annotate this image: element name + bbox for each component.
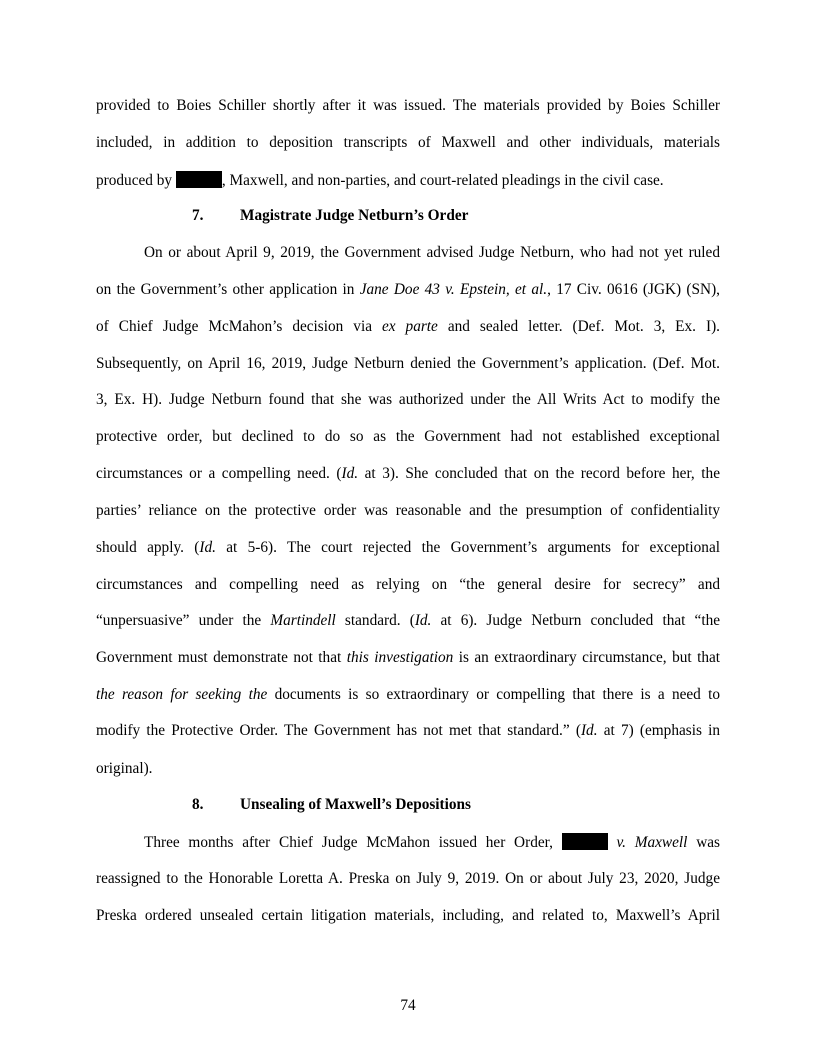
paragraph-line bbox=[144, 833, 720, 852]
section-7-number: 7. bbox=[192, 207, 204, 224]
paragraph-line bbox=[96, 686, 720, 704]
redaction-box bbox=[176, 171, 222, 188]
text: circumstances or a compelling need. ( bbox=[96, 465, 342, 482]
paragraph-line bbox=[96, 391, 720, 409]
case-citation: Jane Doe 43 v. Epstein, et al. bbox=[359, 281, 548, 298]
text: , 17 Civ. 0616 (JGK) (SN), bbox=[547, 281, 720, 298]
italic-text: Id. bbox=[580, 722, 598, 739]
text: modify the Protective Order. The Government has not met that standard.” ( bbox=[96, 722, 581, 739]
paragraph-line bbox=[96, 870, 720, 888]
section-8-heading: Unsealing of Maxwell’s Depositions bbox=[240, 796, 472, 813]
text: produced by bbox=[96, 172, 176, 189]
paragraph-line bbox=[96, 722, 720, 740]
italic-text: ex parte bbox=[381, 318, 438, 335]
text: , Maxwell, and non-parties, and court-related pleadings in the civil case. bbox=[221, 172, 664, 189]
text: protective order, but declined to do so as the Government had not established exceptional bbox=[96, 428, 720, 445]
italic-text: this investigation bbox=[346, 649, 454, 666]
text: original). bbox=[96, 760, 153, 777]
paragraph-line bbox=[96, 281, 720, 299]
page-number: 74 bbox=[400, 997, 416, 1014]
text: circumstances and compelling need as relying on “the general desire for secrecy” and bbox=[96, 576, 720, 593]
paragraph-line bbox=[96, 318, 720, 336]
text: was bbox=[687, 834, 720, 851]
text: Preska ordered unsealed certain litigation materials, including, and related to, Maxwell’s April bbox=[96, 907, 720, 924]
paragraph-line bbox=[96, 907, 720, 925]
paragraph-line bbox=[96, 539, 720, 557]
text: at 5-6). The court rejected the Government’s arguments for exceptional bbox=[215, 539, 720, 556]
paragraph-line bbox=[96, 134, 720, 152]
text: “unpersuasive” under the bbox=[96, 612, 271, 629]
text: at 3). She concluded that on the record before her, the bbox=[358, 465, 720, 482]
text: standard. ( bbox=[335, 612, 415, 629]
text: 3, Ex. H). Judge Netburn found that she was authorized under the All Writs Act to modify the bbox=[96, 391, 720, 408]
text: should apply. ( bbox=[96, 539, 200, 556]
paragraph-line bbox=[96, 465, 720, 483]
text: Government must demonstrate not that bbox=[96, 649, 347, 666]
text: and sealed letter. (Def. Mot. 3, Ex. I). bbox=[437, 318, 720, 335]
paragraph-line bbox=[96, 97, 720, 115]
italic-text: Id. bbox=[199, 539, 216, 556]
italic-text: the reason for seeking the bbox=[96, 686, 268, 703]
paragraph-line bbox=[96, 612, 720, 630]
italic-text: Id. bbox=[341, 465, 359, 482]
paragraph-line bbox=[96, 760, 720, 778]
text: of Chief Judge McMahon’s decision via bbox=[96, 318, 382, 335]
text: is an extraordinary circumstance, but that bbox=[453, 649, 721, 666]
paragraph-line bbox=[96, 171, 720, 190]
section-7-heading: Magistrate Judge Netburn’s Order bbox=[240, 207, 469, 224]
text: Three months after Chief Judge McMahon issued her Order, bbox=[144, 834, 562, 851]
text: at 6). Judge Netburn concluded that “the bbox=[431, 612, 721, 629]
case-citation: v. Maxwell bbox=[607, 834, 688, 851]
paragraph-line bbox=[96, 576, 720, 594]
italic-text: Martindell bbox=[270, 612, 336, 629]
redaction-box bbox=[562, 833, 608, 850]
text: on the Government’s other application in bbox=[96, 281, 360, 298]
italic-text: Id. bbox=[414, 612, 432, 629]
text: included, in addition to deposition transcripts of Maxwell and other individuals, materials bbox=[96, 134, 720, 151]
section-8-number: 8. bbox=[192, 796, 204, 813]
text: parties’ reliance on the protective order was reasonable and the presumption of confidentiality bbox=[96, 502, 720, 519]
paragraph-line bbox=[144, 244, 720, 262]
paragraph-line bbox=[96, 502, 720, 520]
paragraph-line bbox=[96, 649, 720, 667]
text: reassigned to the Honorable Loretta A. Preska on July 9, 2019. On or about July 23, 2020, Judge bbox=[96, 870, 720, 887]
paragraph-line bbox=[96, 355, 720, 373]
text: documents is so extraordinary or compelling that there is a need to bbox=[267, 686, 721, 703]
text: Subsequently, on April 16, 2019, Judge Netburn denied the Government’s application. (Def. Mot. bbox=[96, 355, 720, 372]
text: at 7) (emphasis in bbox=[597, 722, 720, 739]
paragraph-line bbox=[96, 428, 720, 446]
text: On or about April 9, 2019, the Government advised Judge Netburn, who had not yet ruled bbox=[144, 244, 720, 261]
text: provided to Boies Schiller shortly after it was issued. The materials provided by Boies Schiller bbox=[96, 97, 720, 114]
